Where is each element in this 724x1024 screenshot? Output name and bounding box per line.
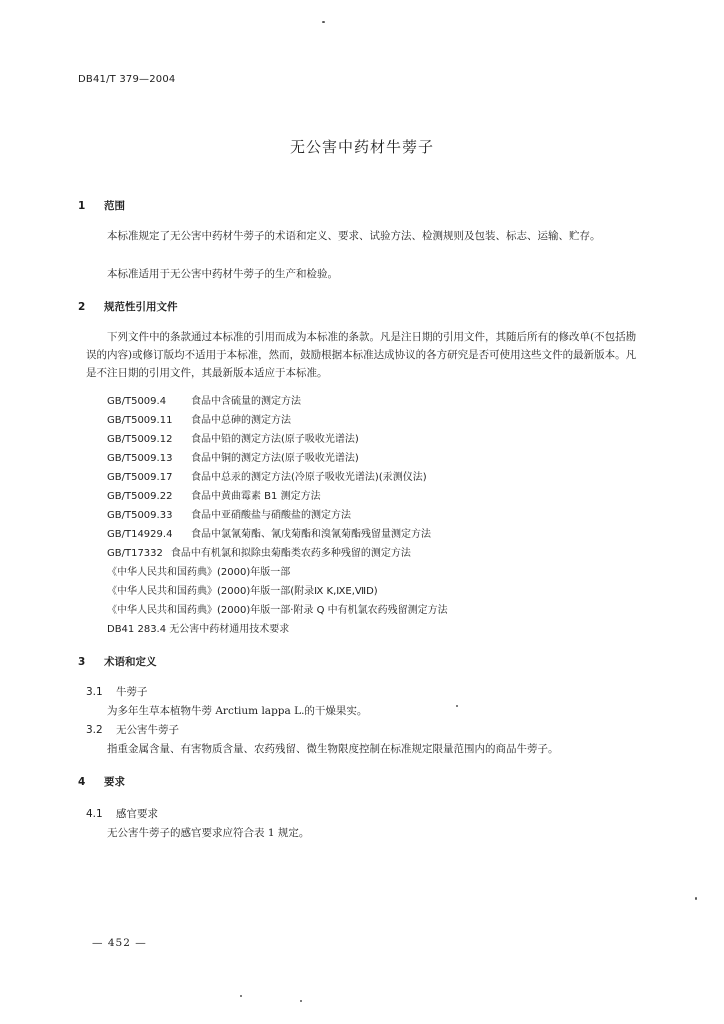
subsection-title: 无公害牛蒡子 bbox=[116, 724, 179, 736]
scan-speck bbox=[695, 897, 697, 900]
subsection-number: 3.2 bbox=[86, 724, 103, 736]
reference-item bbox=[107, 411, 291, 426]
reference-title: 食品中有机氯和拟除虫菊酯类农药多种残留的测定方法 bbox=[170, 548, 411, 559]
page-number: — 452 — bbox=[92, 937, 147, 949]
reference-item bbox=[107, 506, 351, 521]
section-title: 规范性引用文件 bbox=[104, 301, 178, 313]
reference-title: 食品中氯氰菊酯、氰戊菊酯和溴氰菊酯残留量测定方法 bbox=[191, 529, 431, 540]
reference-title: 食品中含硫量的测定方法 bbox=[191, 396, 301, 407]
section-heading-4 bbox=[78, 774, 125, 789]
reference-code: GB/T5009.33 bbox=[107, 510, 173, 521]
subsection-heading-4-1 bbox=[86, 806, 158, 821]
scan-speck bbox=[300, 1000, 302, 1002]
reference-item bbox=[107, 563, 290, 578]
section-heading-1 bbox=[78, 198, 125, 213]
subsection-title: 牛蒡子 bbox=[116, 686, 148, 698]
reference-item bbox=[107, 601, 448, 616]
section-title: 范围 bbox=[104, 200, 125, 212]
paragraph: 本标准适用于无公害中药材牛蒡子的生产和检验。 bbox=[107, 268, 338, 280]
reference-item bbox=[107, 544, 411, 559]
reference-code: GB/T14929.4 bbox=[107, 529, 173, 540]
reference-item bbox=[107, 392, 301, 407]
scan-speck bbox=[322, 21, 325, 23]
reference-code: GB/T5009.22 bbox=[107, 491, 173, 502]
section-title: 要求 bbox=[104, 776, 125, 788]
reference-item bbox=[107, 620, 289, 635]
page-title: 无公害中药材牛蒡子 bbox=[289, 138, 434, 156]
section-number: 3 bbox=[78, 656, 86, 668]
section-number: 1 bbox=[78, 200, 86, 212]
section-title: 术语和定义 bbox=[104, 656, 157, 668]
subsection-title: 感官要求 bbox=[116, 808, 158, 820]
section-heading-2 bbox=[78, 299, 178, 314]
section-heading-3 bbox=[78, 654, 157, 669]
reference-item bbox=[107, 525, 431, 540]
reference-title: 《中华人民共和国药典》(2000)年版一部 bbox=[107, 567, 291, 578]
paragraph: 为多年生草本植物牛蒡 Arctium lappa L.的干燥果实。 bbox=[107, 705, 368, 717]
reference-title: 食品中亚硝酸盐与硝酸盐的测定方法 bbox=[191, 510, 351, 521]
reference-code: GB/T5009.4 bbox=[107, 396, 167, 407]
reference-title: 食品中铜的测定方法(原子吸收光谱法) bbox=[191, 453, 359, 464]
reference-code: GB/T5009.17 bbox=[107, 472, 173, 483]
scan-speck bbox=[456, 705, 458, 707]
paragraph: 下列文件中的条款通过本标准的引用而成为本标准的条款。凡是注日期的引用文件，其随后所有的修改单(不包括勘误的内容)或修订版均不适用于本标准，然而，鼓励根据本标准达成协议的各方研究是否可使用这些文件的最新版本。凡是不注日期的引用文件，其最新版本适应于本标准。 bbox=[86, 331, 637, 379]
scan-speck bbox=[240, 995, 242, 997]
reference-title: 食品中铅的测定方法(原子吸收光谱法) bbox=[191, 434, 359, 445]
paragraph: 本标准规定了无公害中药材牛蒡子的术语和定义、要求、试验方法、检测规则及包装、标志、运输、贮存。 bbox=[107, 230, 601, 242]
subsection-number: 3.1 bbox=[86, 686, 103, 698]
reference-title: 食品中总汞的测定方法(冷原子吸收光谱法)(汞测仪法) bbox=[191, 472, 427, 483]
reference-title: 《中华人民共和国药典》(2000)年版一部(附录Ⅸ K,ⅨE,ⅦD) bbox=[107, 586, 378, 597]
reference-item bbox=[107, 582, 378, 597]
reference-title: 食品中黄曲霉素 B1 测定方法 bbox=[191, 491, 321, 502]
paragraph: 无公害牛蒡子的感官要求应符合表 1 规定。 bbox=[107, 827, 310, 839]
reference-item bbox=[107, 487, 321, 502]
reference-title: DB41 283.4 无公害中药材通用技术要求 bbox=[107, 624, 290, 635]
standard-code: DB41/T 379—2004 bbox=[78, 74, 176, 85]
reference-item bbox=[107, 449, 359, 464]
reference-title: 《中华人民共和国药典》(2000)年版一部·附录 Q 中有机氯农药残留测定方法 bbox=[107, 605, 448, 616]
reference-code: GB/T5009.12 bbox=[107, 434, 173, 445]
subsection-heading-3-1 bbox=[86, 684, 148, 699]
reference-item bbox=[107, 430, 359, 445]
subsection-heading-3-2 bbox=[86, 722, 179, 737]
section-number: 4 bbox=[78, 776, 86, 788]
reference-item bbox=[107, 468, 427, 483]
reference-code: GB/T5009.13 bbox=[107, 453, 173, 464]
reference-code: GB/T5009.11 bbox=[107, 415, 173, 426]
paragraph: 指重金属含量、有害物质含量、农药残留、微生物限度控制在标准规定限量范围内的商品牛蒡子。 bbox=[107, 743, 559, 755]
subsection-number: 4.1 bbox=[86, 808, 103, 820]
section-number: 2 bbox=[78, 301, 86, 313]
reference-code: GB/T17332 bbox=[107, 548, 163, 559]
reference-title: 食品中总砷的测定方法 bbox=[191, 415, 291, 426]
